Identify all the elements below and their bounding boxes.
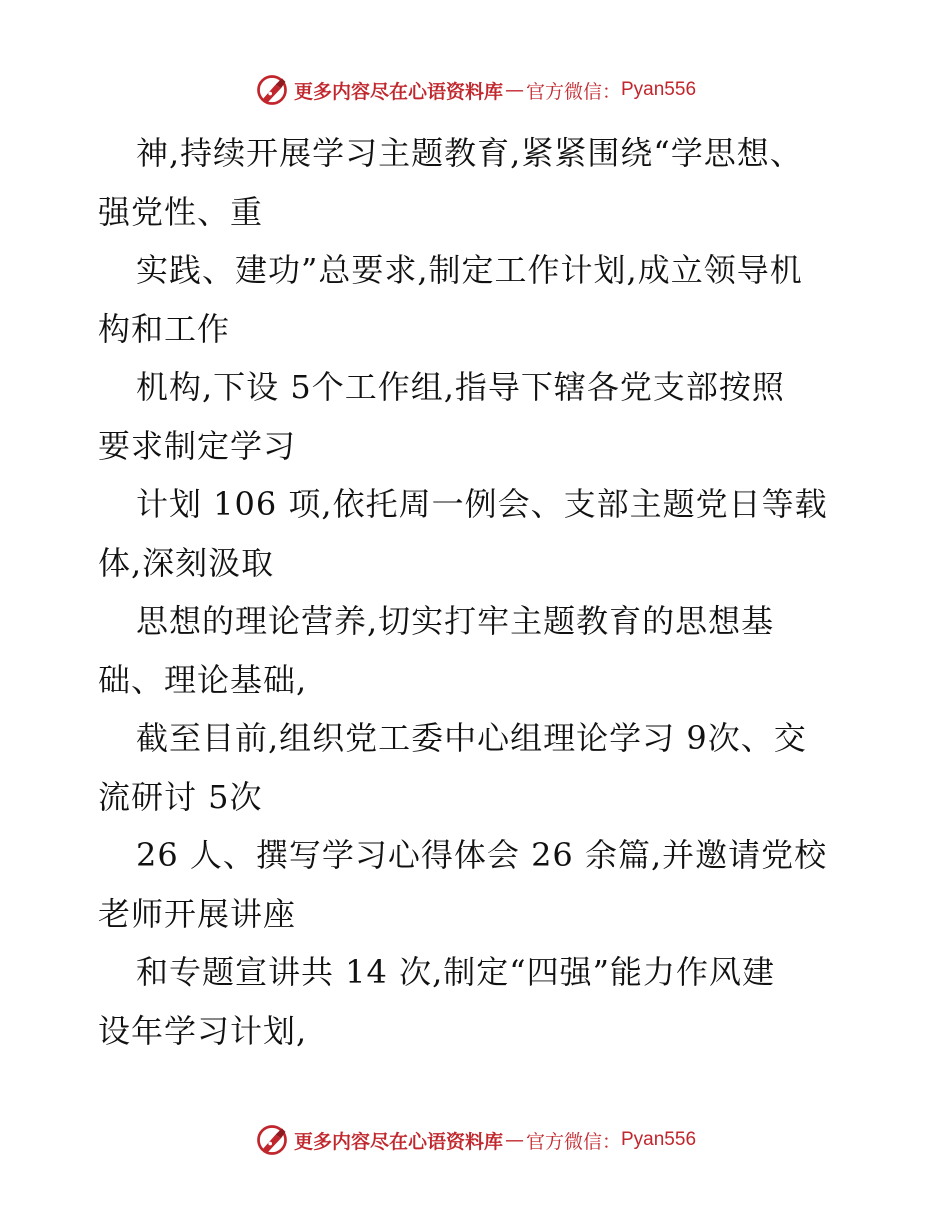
body-line: 截至目前,组织党工委中心组理论学习 9次、交 <box>136 719 807 757</box>
body-line: 要求制定学习 <box>98 426 297 465</box>
banner-wechat-label: 官方微信： <box>525 1130 621 1153</box>
body-line: 流研讨 5次 <box>98 777 263 816</box>
body-line: 老师开展讲座 <box>98 894 297 933</box>
body-line: 思想的理论营养,切实打牢主题教育的思想基 <box>136 602 775 640</box>
fountain-pen-logo-icon <box>254 72 290 108</box>
banner-wechat-handle: Pyan556 <box>621 79 697 100</box>
body-line: 设年学习计划, <box>98 1011 308 1050</box>
document-body <box>98 124 868 1060</box>
banner-brand-text: 更多内容尽在心语资料库 <box>293 1130 503 1153</box>
body-line: 强党性、重 <box>98 192 264 231</box>
banner-dash: — <box>504 1129 524 1151</box>
body-line: 机构,下设 5个工作组,指导下辖各党支部按照 <box>136 368 785 406</box>
body-line: 础、理论基础, <box>98 660 308 699</box>
body-line: 神,持续开展学习主题教育,紧紧围绕“学思想、 <box>136 134 803 172</box>
body-line: 计划 106 项,依托周一例会、支部主题党日等载 <box>136 485 828 523</box>
fountain-pen-logo-icon <box>254 1122 290 1158</box>
body-line: 构和工作 <box>98 309 231 348</box>
body-line: 26 人、撰写学习心得体会 26 余篇,并邀请党校 <box>136 836 828 874</box>
banner-dash: — <box>504 79 524 101</box>
banner-brand-text: 更多内容尽在心语资料库 <box>293 80 503 103</box>
body-line: 实践、建功”总要求,制定工作计划,成立领导机 <box>136 251 803 289</box>
header-banner <box>0 70 950 110</box>
banner-wechat-label: 官方微信： <box>525 80 621 103</box>
banner-wechat-handle: Pyan556 <box>621 1129 697 1150</box>
footer-banner <box>0 1120 950 1160</box>
body-line: 体,深刻汲取 <box>98 543 275 582</box>
body-line: 和专题宣讲共 14 次,制定“四强”能力作风建 <box>136 953 775 991</box>
